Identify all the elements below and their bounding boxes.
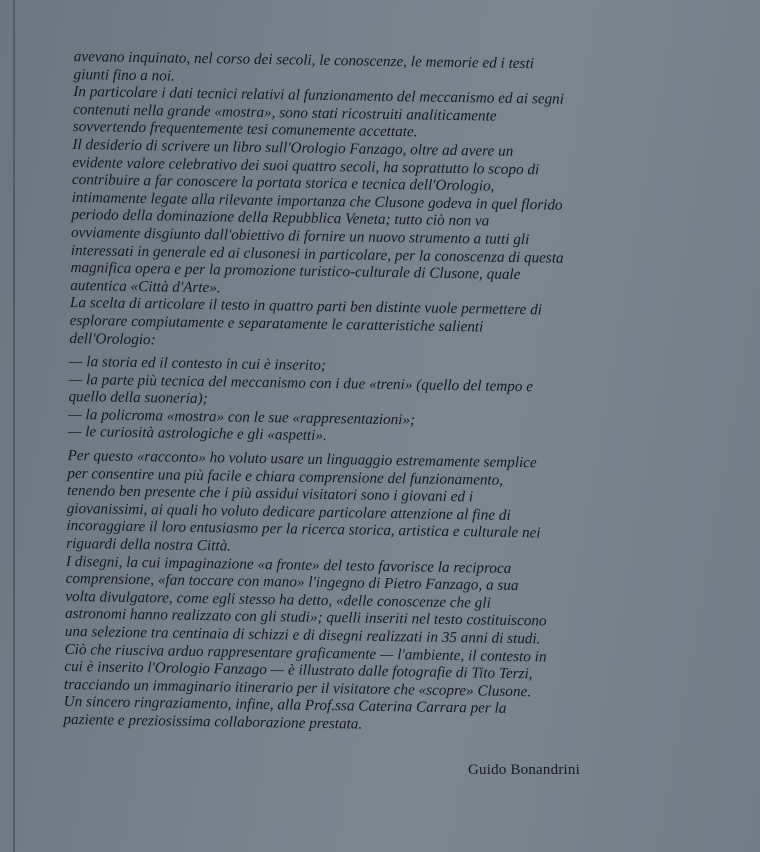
- list-item: — la policroma «mostra» con le sue «rappresentazioni»;: [68, 405, 416, 429]
- list-item: — la storia ed il contesto in cui è inserito;: [68, 353, 327, 375]
- list-item: — le curiosità astrologiche e gli «aspetti».: [67, 423, 327, 445]
- paragraph: In particolare i dati tecnici relativi al funzionamento del meccanismo ed ai segni contenuti nella grande «mostra», sono stati ricostruiti analiticamente sovvertendo frequentemente tesi comunemente accettate.: [72, 83, 565, 141]
- paragraph: Per questo «racconto» ho voluto usare un linguaggio estremamente semplice per consentire una più facile e chiara comprensione del funzionamento, tenendo ben presente che i più assidui visitatori sono i giovani ed i giovanissimi, ai quali ho voluto dedicare particolare attenzione al fine di incoraggiare il loro entusiasmo per la ricerca storica, artistica e culturale nei riguardi della nostra Città.: [66, 447, 541, 555]
- page-margin-rule: [13, 0, 15, 852]
- paragraph: Un sincero ringraziamento, infine, alla Prof.ssa Caterina Carrara per la paziente e preziosissima collaborazione prestata.: [63, 693, 507, 733]
- paragraph: Il desiderio di scrivere un libro sull'Orologio Fanzago, oltre ad avere un evidente valore celebrativo dei suoi quattro secoli, ha soprattutto lo scopo di contribuire a far conoscere la portata storica e tecnica dell'Orologio, intimamente legate alla rilevante importanza che Clusone godeva in quel florido periodo della dominazione della Repubblica Veneta; tutto ciò non va ovviamente disgiunto dall'obiettivo di fornire un nuovo strumento a tutti gli interessati in generale ed ai clusonesi in particolare, per la conoscenza di questa magnifica opera e per la promozione turistico-culturale di Clusone, quale autentica «Città d'Arte».: [70, 135, 564, 297]
- paragraph: Ciò che riusciva arduo rappresentare graficamente — l'ambiente, il contesto in cui è inserito l'Orologio Fanzago — è illustrato dalle fotografie di Tito Terzi, tracciando un immaginario itinerario per il visitatore che «scopre» Clusone.: [63, 640, 547, 701]
- author-signature: Guido Bonandrini: [468, 762, 580, 778]
- parts-list: [68, 353, 669, 450]
- list-item: — la parte più tecnica del meccanismo con i due «treni» (quello del tempo e quello della suoneria);: [68, 370, 534, 408]
- paragraph: avevano inquinato, nel corso dei secoli, le conoscenze, le memorie ed i testi giunti fino a noi.: [73, 48, 535, 85]
- paragraph: I disegni, la cui impaginazione «a fronte» del testo favorisce la reciproca comprensione, «fan toccare con mano» l'ingegno di Pietro Fanzago, a sua volta divulgatore, come egli stesso ha detto, «delle conoscenze che gli astronomi hanno realizzato con gli studi»; quelli inseriti nel testo costituiscono una selezione tra centinaia di schizzi e di disegni realizzati in 35 anni di studi.: [64, 552, 547, 648]
- body-text: [63, 48, 674, 738]
- paragraph: La scelta di articolare il testo in quattro parti ben distinte vuole permettere di esplorare compiutamente e separatamente le caratteristiche salienti dell'Orologio:: [69, 294, 543, 348]
